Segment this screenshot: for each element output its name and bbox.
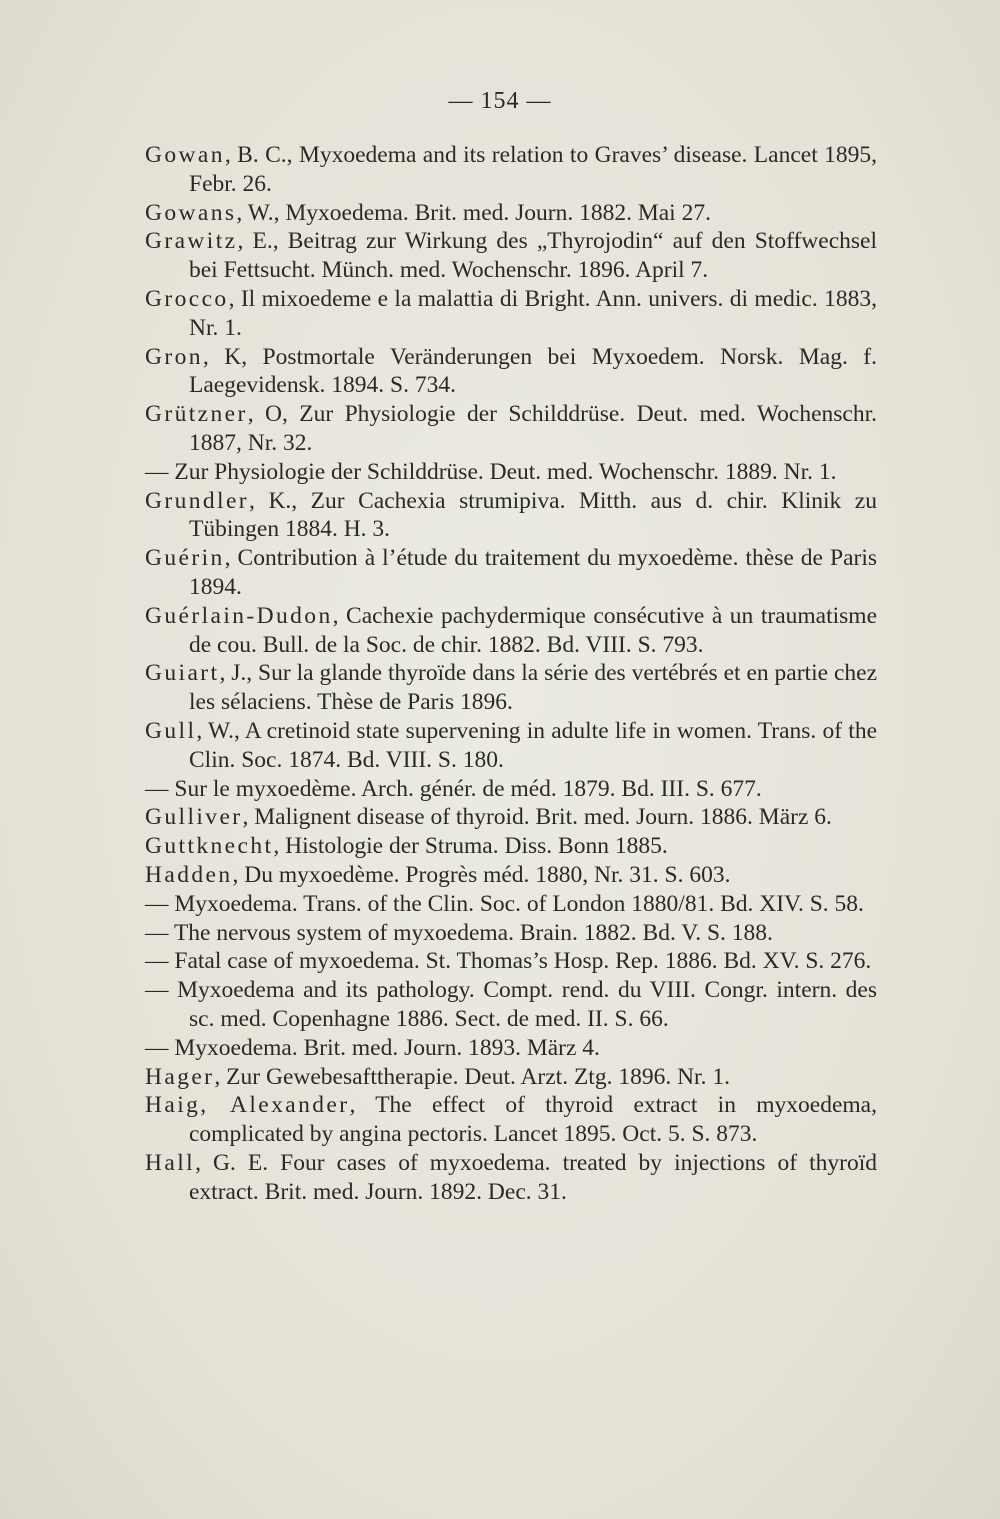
bibliography-entry [145, 400, 877, 458]
entry-author: Grawitz [145, 228, 238, 255]
entry-author: Guérlain-Dudon [145, 602, 333, 629]
entry-text: Myxoedema. Brit. med. Journ. 1893. März 4. [168, 1034, 600, 1061]
entry-author: Guiart [145, 660, 220, 687]
entry-text: , W., Myxoedema. Brit. med. Journ. 1882. Mai 27. [236, 199, 711, 226]
bibliography-entry [145, 947, 877, 976]
entry-dash: — [145, 458, 169, 485]
entry-author: Grocco [145, 285, 229, 312]
entry-author: Guttknecht [145, 833, 274, 860]
entry-author: Hadden [145, 861, 233, 888]
entry-dash: — [145, 1034, 169, 1061]
bibliography-entry [145, 890, 877, 919]
entry-text: , Cachexie pachydermique consécutive à un traumatisme de cou. Bull. de la Soc. de chir. 1882. Bd. VIII. S. 793. [189, 602, 877, 658]
entry-author: Grundler [145, 487, 250, 514]
bibliography-entry [145, 285, 877, 343]
entry-text: , Il mixoedeme e la malattia di Bright. Ann. univers. di medic. 1883, Nr. 1. [189, 285, 877, 341]
entry-text: , O, Zur Physiologie der Schilddrüse. Deut. med. Wochenschr. 1887, Nr. 32. [189, 401, 877, 456]
bibliography-entry [145, 976, 877, 1034]
entry-dash: — [145, 775, 169, 802]
bibliography-entry [145, 861, 877, 890]
entry-dash: — [145, 977, 169, 1004]
bibliography-entry [145, 343, 877, 401]
entry-author: Gowan [145, 142, 225, 168]
entry-dash: — [145, 890, 169, 917]
bibliography-list [145, 141, 877, 1206]
entry-author: Grützner [145, 401, 248, 428]
bibliography-entry [145, 717, 877, 775]
bibliography-entry [145, 199, 877, 228]
bibliography-entry [145, 544, 877, 602]
entry-text: Fatal case of myxoedema. St. Thomas’s Hosp. Rep. 1886. Bd. XV. S. 276. [168, 948, 872, 975]
entry-text: Zur Physiologie der Schilddrüse. Deut. med. Wochenschr. 1889. Nr. 1. [168, 458, 837, 485]
bibliography-entry [145, 1149, 877, 1207]
entry-text: , Du myxoedème. Progrès méd. 1880, Nr. 31. S. 603. [232, 861, 731, 888]
entry-text: , Histologie der Struma. Diss. Bonn 1885. [273, 833, 668, 860]
entry-text: , G. E. Four cases of myxoedema. treated by injections of thyroïd extract. Brit. med. Journ. 1892. Dec. 31. [189, 1149, 877, 1205]
entry-author: Guérin [145, 545, 225, 572]
entry-text: Sur le myxoedème. Arch. génér. de méd. 1879. Bd. III. S. 677. [168, 775, 762, 802]
bibliography-entry [145, 832, 877, 861]
entry-text: , Contribution à l’étude du traitement du myxoedème. thèse de Paris 1894. [189, 545, 877, 600]
bibliography-entry [145, 1063, 877, 1092]
entry-text: , W., A cretinoid state supervening in adulte life in women. Trans. of the Clin. Soc. 1874. Bd. VIII. S. 180. [189, 717, 877, 773]
entry-text: The nervous system of myxoedema. Brain. 1882. Bd. V. S. 188. [168, 919, 773, 946]
bibliography-entry [145, 775, 877, 804]
bibliography-entry [145, 1091, 877, 1149]
entry-dash: — [145, 919, 169, 946]
bibliography-entry [145, 1034, 877, 1063]
bibliography-entry [145, 803, 877, 832]
entry-text: , Zur Gewebesafttherapie. Deut. Arzt. Ztg. 1896. Nr. 1. [214, 1063, 730, 1090]
bibliography-entry [145, 919, 877, 948]
entry-author: Hager [145, 1063, 215, 1090]
entry-author: Gowans [145, 199, 237, 226]
entry-author: Gron [145, 343, 203, 370]
bibliography-entry [145, 141, 877, 199]
entry-text: , J., Sur la glande thyroïde dans la série des vertébrés et en partie chez les sélaciens. Thèse de Paris 1896. [189, 660, 877, 716]
entry-text: , K., Zur Cachexia strumipiva. Mitth. aus d. chir. Klinik zu Tübingen 1884. H. 3. [189, 487, 877, 543]
entry-author: Haig, Alexander [145, 1092, 350, 1119]
entry-text: Myxoedema and its pathology. Compt. rend. du VIII. Congr. intern. des sc. med. Copenhagne 1886. Sect. de med. II. S. 66. [168, 977, 877, 1032]
entry-author: Gulliver [145, 804, 243, 831]
page-number: — 154 — [448, 88, 552, 114]
entry-author: Hall [145, 1149, 196, 1176]
entry-text: , B. C., Myxoedema and its relation to Graves’ disease. Lancet 1895, Febr. 26. [189, 142, 877, 197]
bibliography-entry [145, 659, 877, 717]
entry-text: , E., Beitrag zur Wirkung des „Thyrojodin“ auf den Stoffwechsel bei Fettsucht. Münch. med. Wochenschr. 1896. April 7. [189, 228, 877, 284]
bibliography-entry [145, 487, 877, 545]
entry-text: , K, Postmortale Veränderungen bei Myxoedem. Norsk. Mag. f. Laegevidensk. 1894. S. 734. [189, 343, 877, 399]
entry-dash: — [145, 948, 169, 975]
bibliography-entry [145, 602, 877, 660]
bibliography-entry [145, 458, 877, 487]
entry-author: Gull [145, 717, 197, 744]
entry-text: , Malignent disease of thyroid. Brit. med. Journ. 1886. März 6. [242, 804, 832, 831]
entry-text: Myxoedema. Trans. of the Clin. Soc. of London 1880/81. Bd. XIV. S. 58. [168, 890, 864, 917]
entry-text: , The effect of thyroid extract in myxoedema, complicated by angina pectoris. Lancet 1895. Oct. 5. S. 873. [189, 1092, 877, 1148]
bibliography-entry [145, 227, 877, 285]
